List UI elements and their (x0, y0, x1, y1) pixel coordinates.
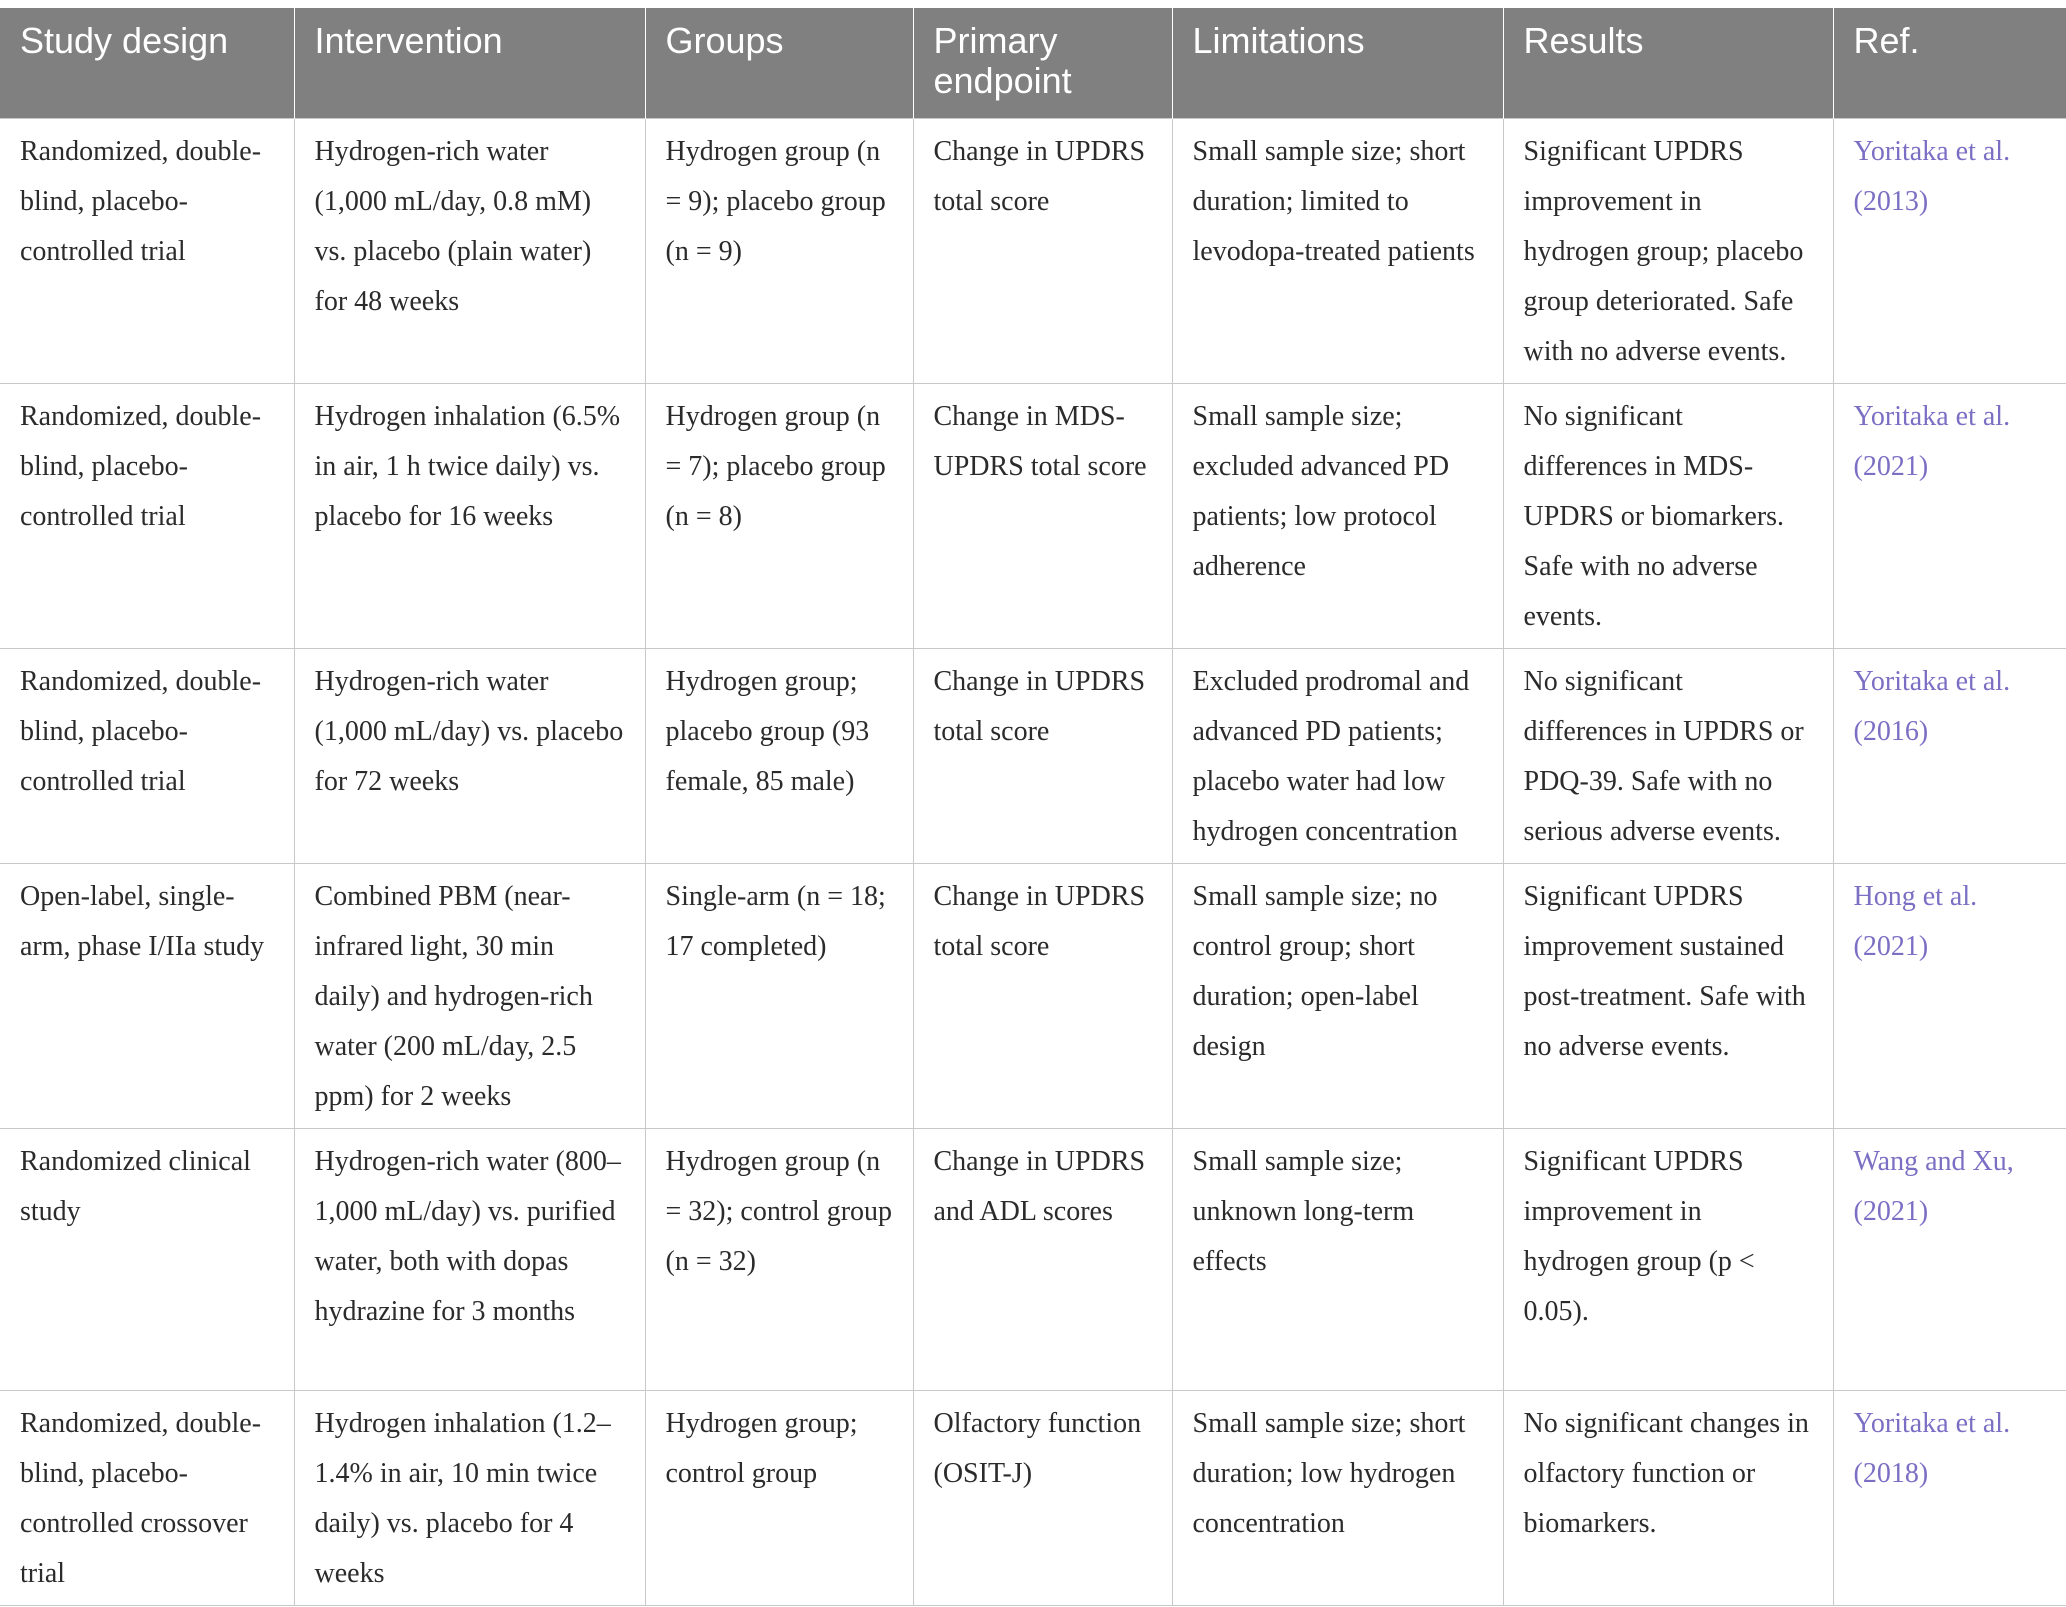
cell-intervention: Hydrogen-rich water (1,000 mL/day, 0.8 mM) vs. placebo (plain water) for 48 weeks (294, 118, 645, 383)
cell-primary-endpoint: Change in UPDRS and ADL scores (913, 1128, 1172, 1390)
table-row (0, 1128, 2066, 1390)
cell-limitations: Small sample size; short duration; limited to levodopa-treated patients (1172, 118, 1503, 383)
header-groups: Groups (645, 8, 913, 118)
cell-study-design: Randomized clinical study (0, 1128, 294, 1390)
cell-results: No significant differences in MDS-UPDRS or biomarkers. Safe with no adverse events. (1503, 383, 1833, 648)
cell-results: Significant UPDRS improvement sustained post-treatment. Safe with no adverse events. (1503, 863, 1833, 1128)
cell-results: No significant changes in olfactory function or biomarkers. (1503, 1390, 1833, 1605)
cell-results: No significant differences in UPDRS or PDQ-39. Safe with no serious adverse events. (1503, 648, 1833, 863)
cell-intervention: Hydrogen-rich water (1,000 mL/day) vs. placebo for 72 weeks (294, 648, 645, 863)
cell-primary-endpoint: Olfactory function (OSIT-J) (913, 1390, 1172, 1605)
cell-intervention: Combined PBM (near-infrared light, 30 min daily) and hydrogen-rich water (200 mL/day, 2.5 ppm) for 2 weeks (294, 863, 645, 1128)
cell-study-design: Open-label, single-arm, phase I/IIa study (0, 863, 294, 1128)
reference-link[interactable]: Yoritaka et al. (2016) (1833, 648, 2066, 863)
cell-groups: Hydrogen group (n = 9); placebo group (n = 9) (645, 118, 913, 383)
cell-primary-endpoint: Change in UPDRS total score (913, 118, 1172, 383)
cell-study-design: Randomized, double-blind, placebo-controlled trial (0, 383, 294, 648)
cell-groups: Hydrogen group; control group (645, 1390, 913, 1605)
header-row (0, 8, 2066, 118)
cell-study-design: Randomized, double-blind, placebo-controlled trial (0, 118, 294, 383)
cell-limitations: Excluded prodromal and advanced PD patients; placebo water had low hydrogen concentration (1172, 648, 1503, 863)
cell-primary-endpoint: Change in UPDRS total score (913, 863, 1172, 1128)
header-intervention: Intervention (294, 8, 645, 118)
header-study-design: Study design (0, 8, 294, 118)
cell-intervention: Hydrogen inhalation (6.5% in air, 1 h twice daily) vs. placebo for 16 weeks (294, 383, 645, 648)
header-results: Results (1503, 8, 1833, 118)
cell-limitations: Small sample size; short duration; low hydrogen concentration (1172, 1390, 1503, 1605)
cell-groups: Hydrogen group (n = 32); control group (n = 32) (645, 1128, 913, 1390)
table-row (0, 383, 2066, 648)
cell-groups: Single-arm (n = 18; 17 completed) (645, 863, 913, 1128)
header-primary-endpoint: Primary endpoint (913, 8, 1172, 118)
cell-limitations: Small sample size; unknown long-term effects (1172, 1128, 1503, 1390)
reference-link[interactable]: Yoritaka et al. (2018) (1833, 1390, 2066, 1605)
table-row (0, 863, 2066, 1128)
cell-groups: Hydrogen group (n = 7); placebo group (n = 8) (645, 383, 913, 648)
cell-primary-endpoint: Change in UPDRS total score (913, 648, 1172, 863)
studies-table (0, 8, 2066, 1606)
cell-limitations: Small sample size; excluded advanced PD patients; low protocol adherence (1172, 383, 1503, 648)
header-ref: Ref. (1833, 8, 2066, 118)
cell-primary-endpoint: Change in MDS-UPDRS total score (913, 383, 1172, 648)
cell-results: Significant UPDRS improvement in hydrogen group (p < 0.05). (1503, 1128, 1833, 1390)
reference-link[interactable]: Hong et al. (2021) (1833, 863, 2066, 1128)
table-row (0, 1390, 2066, 1605)
header-limitations: Limitations (1172, 8, 1503, 118)
table-row (0, 648, 2066, 863)
cell-results: Significant UPDRS improvement in hydrogen group; placebo group deteriorated. Safe with no adverse events. (1503, 118, 1833, 383)
cell-intervention: Hydrogen-rich water (800–1,000 mL/day) vs. purified water, both with dopas hydrazine for 3 months (294, 1128, 645, 1390)
reference-link[interactable]: Yoritaka et al. (2021) (1833, 383, 2066, 648)
reference-link[interactable]: Wang and Xu, (2021) (1833, 1128, 2066, 1390)
reference-link[interactable]: Yoritaka et al. (2013) (1833, 118, 2066, 383)
cell-study-design: Randomized, double-blind, placebo-controlled trial (0, 648, 294, 863)
table-row (0, 118, 2066, 383)
cell-groups: Hydrogen group; placebo group (93 female, 85 male) (645, 648, 913, 863)
cell-limitations: Small sample size; no control group; short duration; open-label design (1172, 863, 1503, 1128)
cell-study-design: Randomized, double-blind, placebo-controlled crossover trial (0, 1390, 294, 1605)
cell-intervention: Hydrogen inhalation (1.2–1.4% in air, 10 min twice daily) vs. placebo for 4 weeks (294, 1390, 645, 1605)
